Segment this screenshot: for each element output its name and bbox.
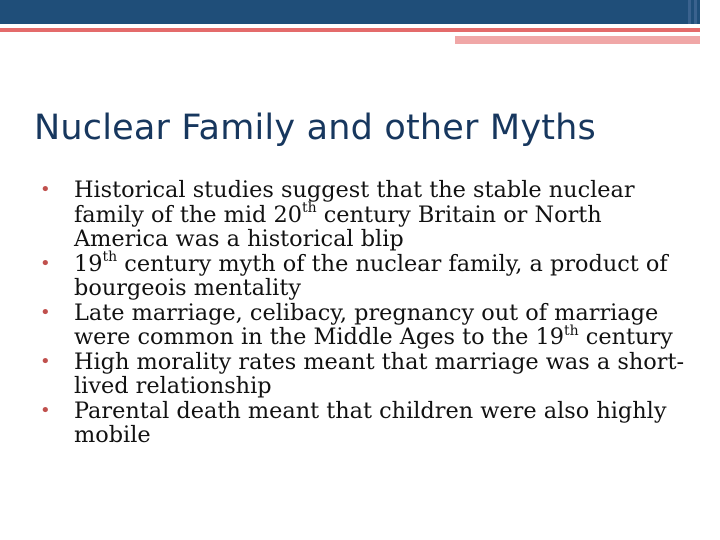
bullet-text: Parental death meant that children were also highly mobile [74,397,667,448]
header-stripe [694,0,697,24]
bullet-text: Late marriage, celibacy, pregnancy out of marriage were common in the Middle Ages to the 19 [74,299,659,350]
bullet-text: 19 [74,250,103,277]
accent-block [455,36,700,44]
bullet-item [40,178,690,252]
bullet-icon: • [40,301,51,323]
ordinal-suffix: th [564,322,579,339]
bullet-icon: • [40,350,51,372]
bullet-text: Historical studies suggest that the stable nuclear family of the mid 20 [74,177,635,228]
bullet-text: century [578,324,673,350]
header-stripe [688,0,691,24]
bullet-icon: • [40,252,51,274]
bullet-item [40,249,690,301]
slide-title: Nuclear Family and other Myths [34,108,596,148]
bullet-icon: • [40,179,51,200]
header-bar [0,0,700,24]
bullet-item [40,301,690,350]
bullet-item [40,350,690,399]
bullet-list [40,178,690,448]
bullet-text: High morality rates meant that marriage was a short-lived relationship [74,348,685,399]
bullet-icon: • [40,399,51,421]
bullet-text: century Britain or North America was a historical blip [74,201,602,252]
ordinal-suffix: th [102,249,118,266]
bullet-item [40,399,690,448]
accent-line [0,28,700,32]
bullet-text: century myth of the nuclear family, a product of bourgeois mentality [74,250,668,301]
ordinal-suffix: th [301,200,317,217]
